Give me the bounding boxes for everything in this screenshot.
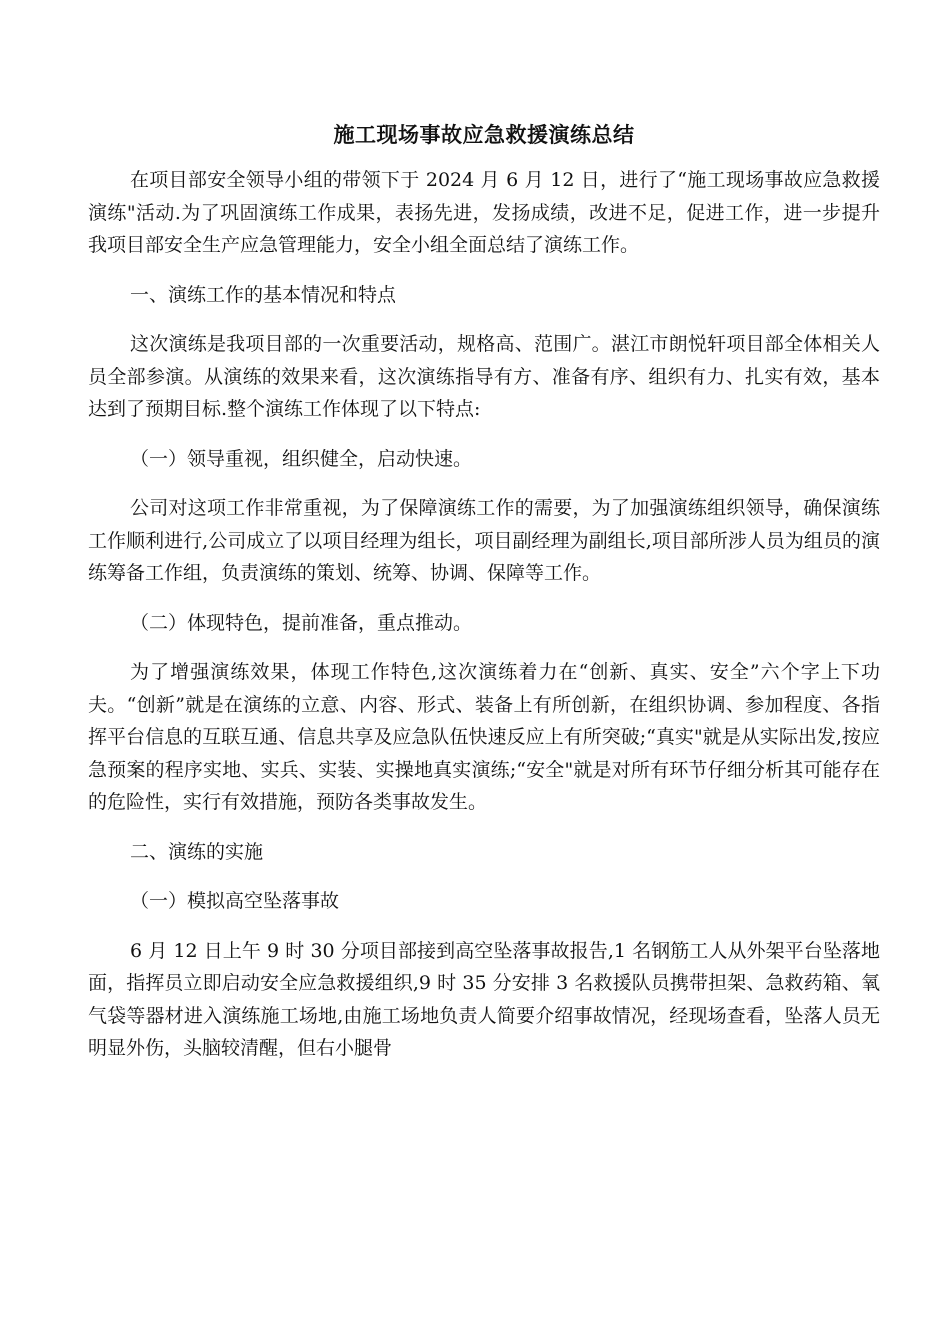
document-title: 施工现场事故应急救援演练总结 — [333, 122, 635, 147]
section-heading-1: 一、演练工作的基本情况和特点 — [130, 283, 397, 306]
subsection-heading-2: （二）体现特色，提前准备，重点推动。 — [130, 611, 473, 634]
paragraph-overview: 这次演练是我项目部的一次重要活动，规格高、范围广。湛江市朗悦轩项目部全体相关人员全部参演。从演练的效果来看，这次演练指导有方、准备有序、组织有力、扎实有效，基本达到了预期目标.整个演练工作体现了以下特点: — [88, 333, 880, 420]
section-heading-2: 二、演练的实施 — [130, 840, 264, 863]
paragraph-leadership: 公司对这项工作非常重视，为了保障演练工作的需要，为了加强演练组织领导，确保演练工作顺利进行,公司成立了以项目经理为组长，项目副经理为副组长,项目部所涉人员为组员的演练筹备工作组，负责演练的策划、统筹、协调、保障等工作。 — [88, 497, 880, 584]
paragraph-intro: 在项目部安全领导小组的带领下于 2024 月 6 月 12 日，进行了“施工现场事故应急救援演练"活动.为了巩固演练工作成果，表扬先进，发扬成绩，改进不足，促进工作，进一步提升我项目部安全生产应急管理能力，安全小组全面总结了演练工作。 — [88, 169, 880, 256]
document-page — [88, 118, 880, 1082]
paragraph-features: 为了增强演练效果，体现工作特色,这次演练着力在“创新、真实、安全”六个字上下功夫。“创新”就是在演练的立意、内容、形式、装备上有所创新，在组织协调、参加程度、各指挥平台信息的互联互通、信息共享及应急队伍快速反应上有所突破;“真实"就是从实际出发,按应急预案的程序实地、实兵、实装、实操地真实演练;“安全"就是对所有环节仔细分析其可能存在的危险性，实行有效措施，预防各类事故发生。 — [88, 661, 880, 813]
paragraph-simulation: 6 月 12 日上午 9 时 30 分项目部接到高空坠落事故报告,1 名钢筋工人从外架平台坠落地面，指挥员立即启动安全应急救援组织,9 时 35 分安排 3 名救援队员携带担架、急救药箱、氧气袋等器材进入演练施工场地,由施工场地负责人简要介绍事故情况，经现场查看，坠落人员无明显外伤，头脑较清醒，但右小腿骨 — [88, 939, 880, 1059]
subsection-heading-1: （一）领导重视，组织健全，启动快速。 — [130, 447, 473, 470]
subsection-heading-3: （一）模拟高空坠落事故 — [130, 890, 340, 912]
